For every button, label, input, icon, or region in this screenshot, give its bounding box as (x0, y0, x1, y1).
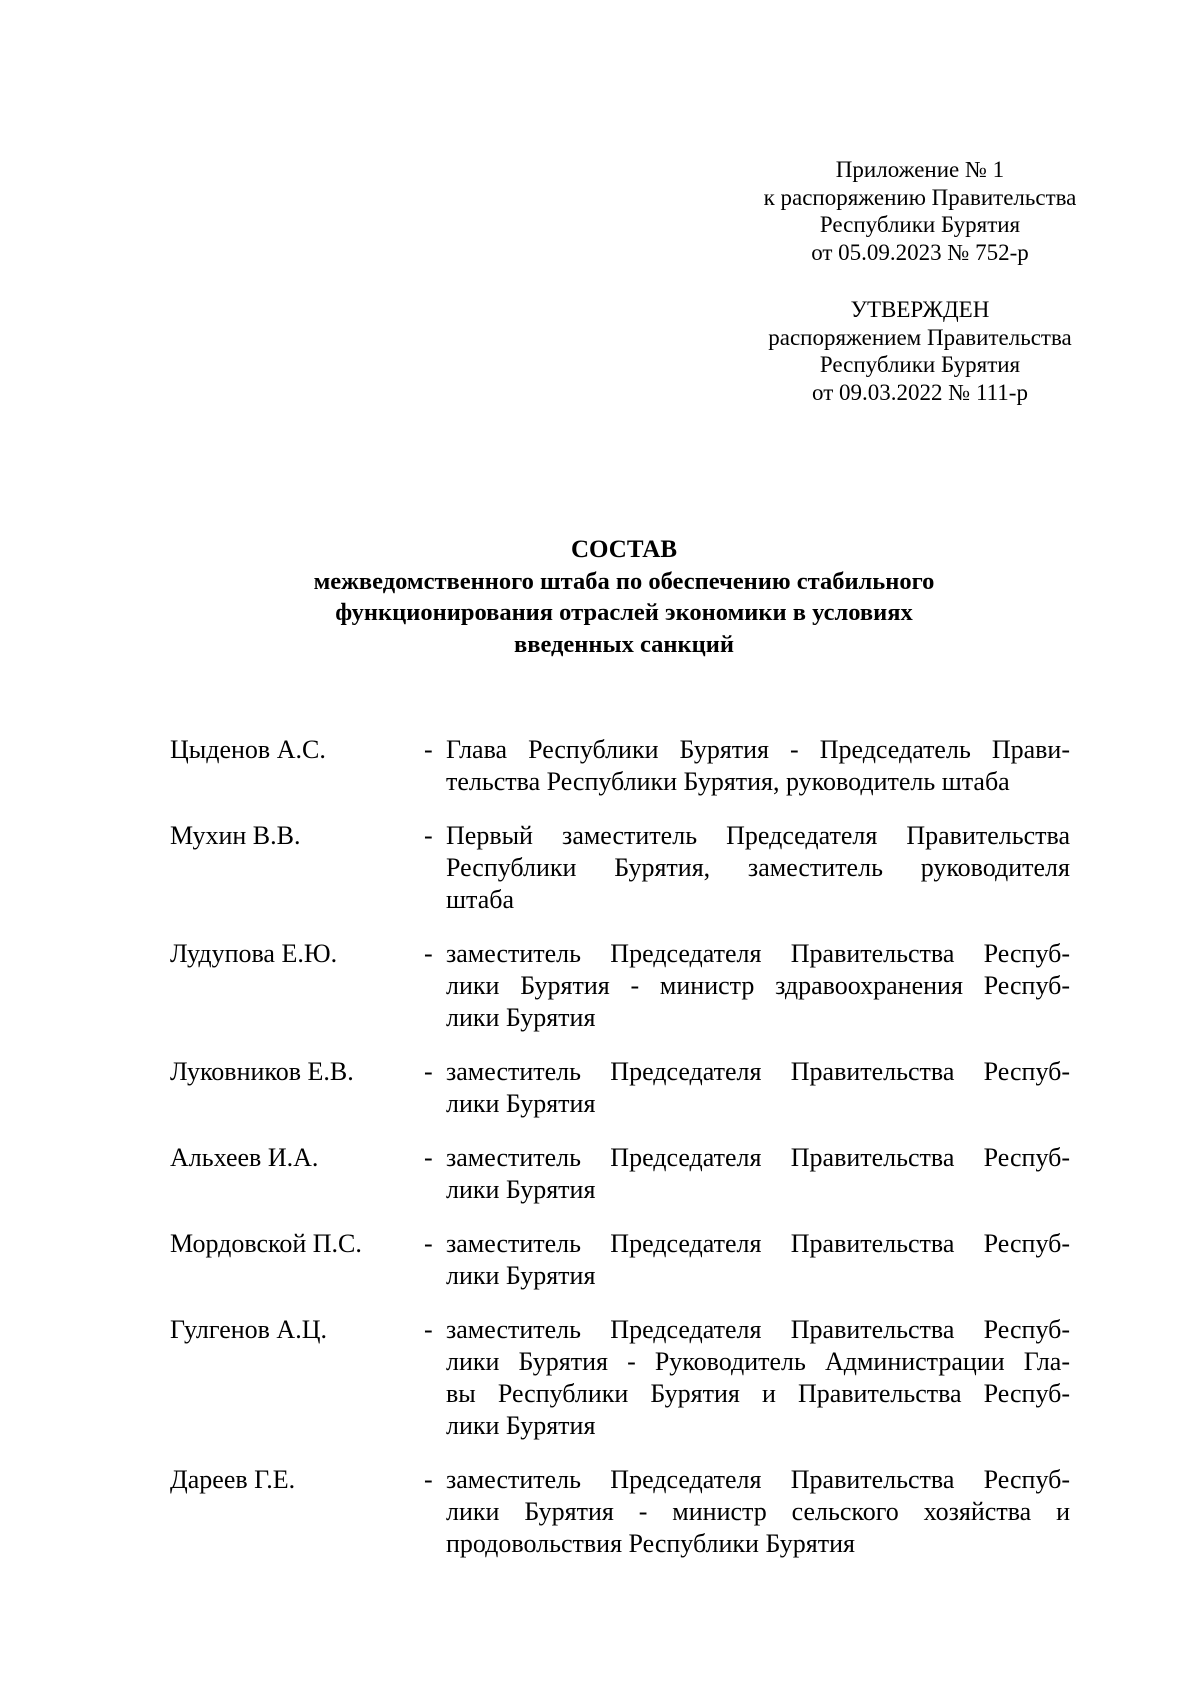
document-title (150, 534, 1098, 660)
member-role (446, 734, 1070, 798)
title-main: СОСТАВ (570, 536, 678, 563)
member-role-line: Республики Бурятия, заместитель руководителя (446, 853, 1070, 882)
member-role-line: лики Бурятия (446, 1003, 596, 1032)
approval-line: УТВЕРЖДЕН (850, 297, 990, 322)
member-row (170, 1056, 1070, 1120)
member-role (446, 1056, 1070, 1120)
member-role-line: продовольствия Республики Бурятия (446, 1529, 855, 1558)
title-line: межведомственного штаба по обеспечению стабильного (313, 567, 935, 595)
appendix-line: Приложение № 1 (835, 157, 1005, 182)
title-line: введенных санкций (513, 630, 735, 658)
member-role (446, 1228, 1070, 1292)
member-row (170, 1228, 1070, 1292)
appendix-line: к распоряжению Правительства (763, 184, 1077, 210)
approval-stamp (740, 296, 1100, 406)
member-name: Луковников Е.В. (170, 1057, 354, 1086)
approval-line: распоряжением Правительства (768, 324, 1072, 350)
member-role-line: заместитель Председателя Правительства Респуб- (446, 1143, 1070, 1172)
member-dash: - (424, 1315, 433, 1344)
approval-line: от 09.03.2022 № 111-р (812, 379, 1028, 405)
title-line: функционирования отраслей экономики в условиях (335, 599, 913, 626)
member-row (170, 1314, 1070, 1442)
appendix-line: от 05.09.2023 № 752-р (811, 239, 1029, 265)
member-role-line: штаба (446, 885, 515, 914)
member-role-line: лики Бурятия (446, 1411, 596, 1440)
members-list (170, 734, 1070, 1582)
member-role-line: заместитель Председателя Правительства Респуб- (446, 1465, 1070, 1494)
member-name: Цыденов А.С. (170, 735, 326, 764)
member-name: Мухин В.В. (170, 821, 301, 850)
member-name: Лудупова Е.Ю. (170, 939, 338, 968)
member-dash: - (424, 1057, 433, 1086)
member-role-line: лики Бурятия (446, 1261, 596, 1290)
member-role-line: Глава Республики Бурятия - Председатель Прави- (446, 735, 1070, 764)
member-dash: - (424, 821, 433, 850)
member-name: Альхеев И.А. (170, 1143, 319, 1172)
member-role-line: лики Бурятия (446, 1175, 596, 1204)
member-dash: - (424, 735, 433, 764)
member-role (446, 938, 1070, 1034)
member-role-line: лики Бурятия - Руководитель Администрации Гла- (446, 1347, 1070, 1376)
member-dash: - (424, 939, 433, 968)
member-role-line: заместитель Председателя Правительства Респуб- (446, 939, 1070, 968)
member-row (170, 734, 1070, 798)
member-role-line: лики Бурятия - министр здравоохранения Респуб- (446, 971, 1070, 1000)
member-role-line: Первый заместитель Председателя Правительства (446, 821, 1070, 850)
member-role (446, 1464, 1070, 1560)
member-dash: - (424, 1229, 433, 1258)
member-dash: - (424, 1465, 433, 1494)
approval-line: Республики Бурятия (819, 352, 1021, 377)
member-name: Дареев Г.Е. (170, 1465, 296, 1494)
member-role-line: лики Бурятия - министр сельского хозяйства и (446, 1497, 1070, 1526)
member-role (446, 820, 1070, 916)
member-role-line: вы Республики Бурятия и Правительства Респуб- (446, 1379, 1070, 1408)
member-row (170, 1142, 1070, 1206)
member-row (170, 938, 1070, 1034)
member-role (446, 1142, 1070, 1206)
member-role-line: заместитель Председателя Правительства Респуб- (446, 1315, 1070, 1344)
member-name: Гулгенов А.Ц. (170, 1315, 327, 1344)
member-row (170, 820, 1070, 916)
member-dash: - (424, 1143, 433, 1172)
member-role-line: тельства Республики Бурятия, руководитель штаба (446, 767, 1010, 796)
member-role-line: заместитель Председателя Правительства Респуб- (446, 1229, 1070, 1258)
appendix-line: Республики Бурятия (819, 212, 1021, 237)
member-row (170, 1464, 1070, 1560)
member-role-line: заместитель Председателя Правительства Респуб- (446, 1057, 1070, 1086)
member-role (446, 1314, 1070, 1442)
member-name: Мордовской П.С. (170, 1229, 362, 1258)
member-role-line: лики Бурятия (446, 1089, 596, 1118)
appendix-stamp (740, 156, 1100, 266)
